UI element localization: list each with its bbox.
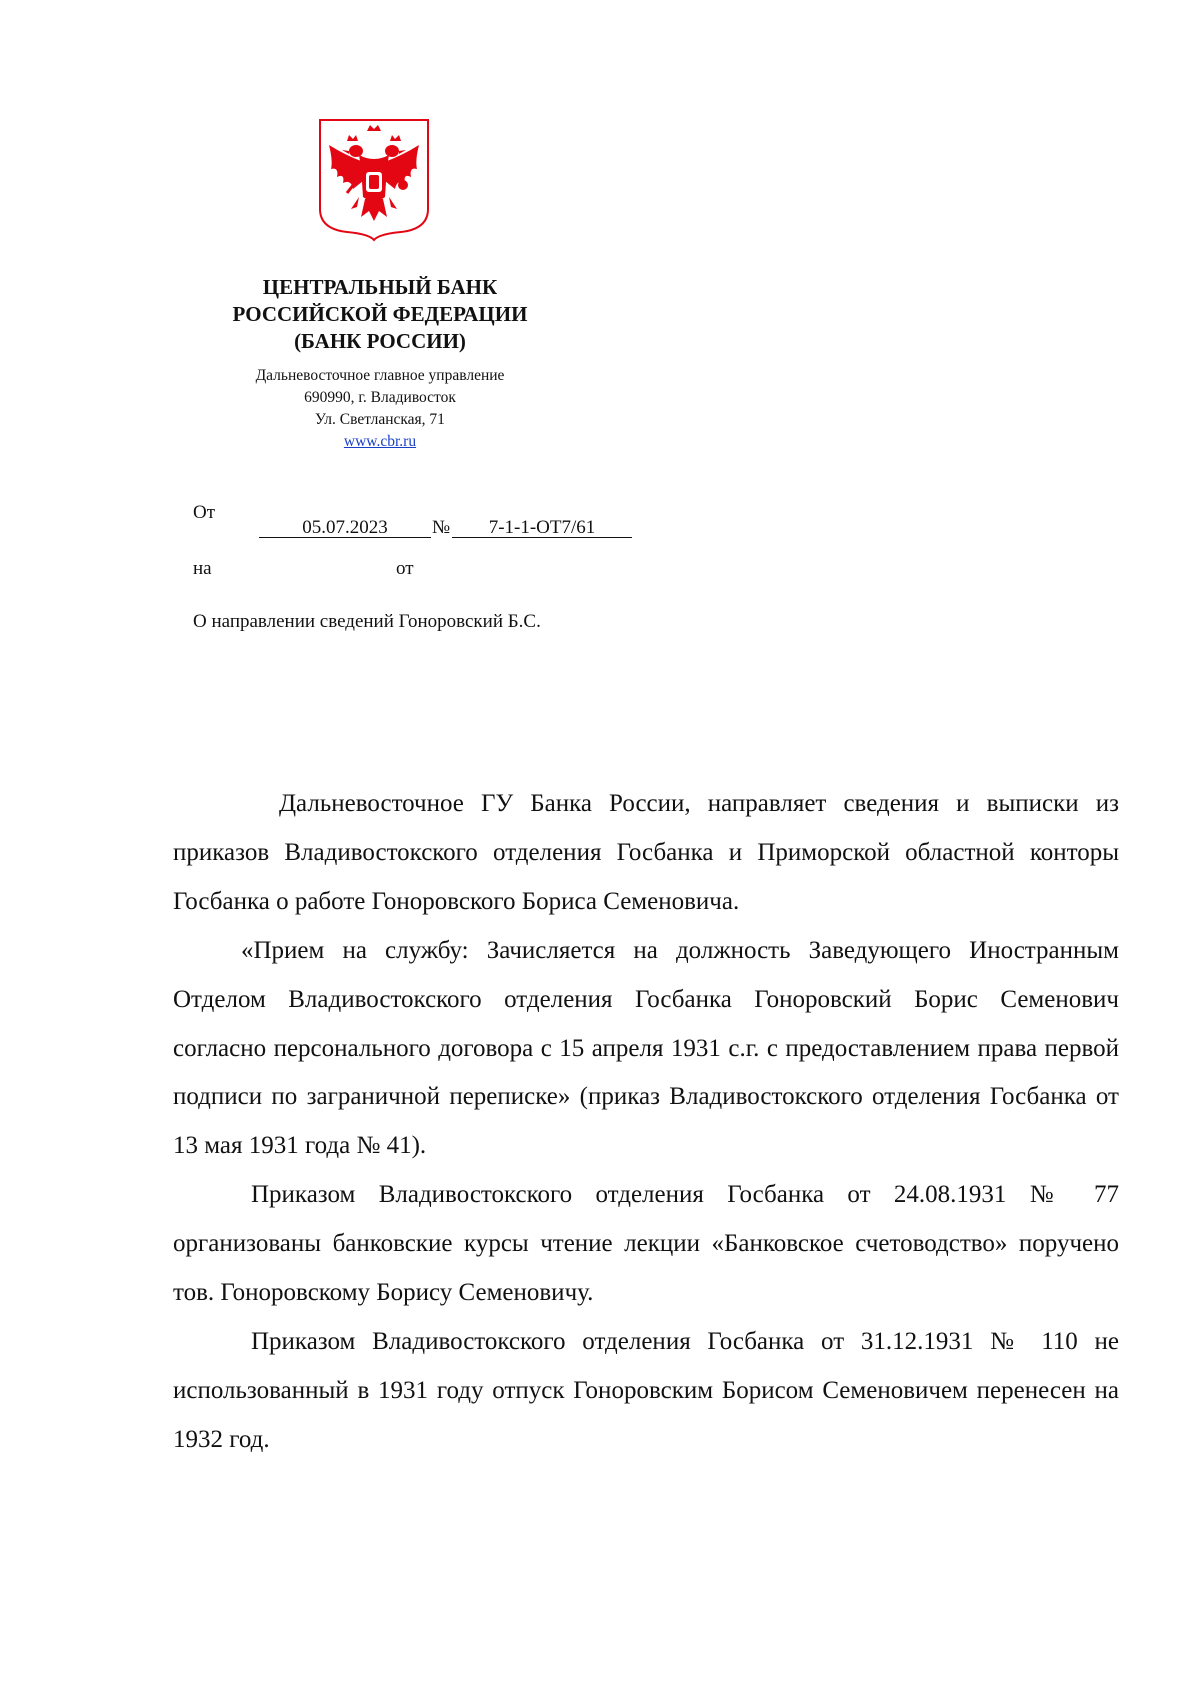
- letter-body: [173, 780, 1119, 1465]
- org-name-line-2: РОССИЙСКОЙ ФЕДЕРАЦИИ: [232, 302, 528, 326]
- to-label: на: [193, 558, 212, 579]
- letter-subject: О направлении сведений Гоноровский Б.С.: [193, 611, 541, 632]
- organization-title: [180, 274, 580, 355]
- from-label: От: [193, 502, 216, 523]
- body-paragraph: «Прием на службу: Зачисляется на должность Заведующего Иностранным Отделом Владивостокского отделения Госбанка Гоноровский Борис Семенович согласно персонального договора с 15 апреля 1931 с.г. с предоставлением права первой подписи по заграничной переписке» (приказ Владивостокского отделения Госбанка от 13 мая 1931 года № 41).: [173, 936, 1119, 1160]
- website-link[interactable]: www.cbr.ru: [343, 433, 417, 450]
- postal-city: 690990, г. Владивосток: [304, 389, 456, 406]
- document-number: 7-1-1-ОТ7/61: [488, 517, 596, 538]
- of-label: от: [396, 558, 414, 579]
- number-label: №: [432, 517, 451, 538]
- org-name-line-1: ЦЕНТРАЛЬНЫЙ БАНК: [262, 275, 498, 299]
- body-paragraph: Дальневосточное ГУ Банка России, направляет сведения и выписки из приказов Владивостокского отделения Госбанка и Приморской областной конторы Госбанка о работе Гоноровского Бориса Семеновича.: [173, 790, 1119, 915]
- russian-coat-of-arms-icon: [317, 117, 431, 243]
- department-name: Дальневосточное главное управление: [255, 367, 505, 384]
- organization-address: [180, 365, 580, 453]
- org-name-line-3: (БАНК РОССИИ): [294, 329, 466, 353]
- street-address: Ул. Светланская, 71: [315, 411, 445, 428]
- body-paragraph: Приказом Владивостокского отделения Госбанка от 24.08.1931 № 77 организованы банковские курсы чтение лекции «Банковское счетоводство» поручено тов. Гоноровскому Борису Семеновичу.: [173, 1181, 1119, 1307]
- body-paragraph: Приказом Владивостокского отделения Госбанка от 31.12.1931 № 110 не использованный в 1931 году отпуск Гоноровским Борисом Семеновичем перенесен на 1932 год.: [173, 1327, 1119, 1453]
- document-date: 05.07.2023: [302, 517, 388, 538]
